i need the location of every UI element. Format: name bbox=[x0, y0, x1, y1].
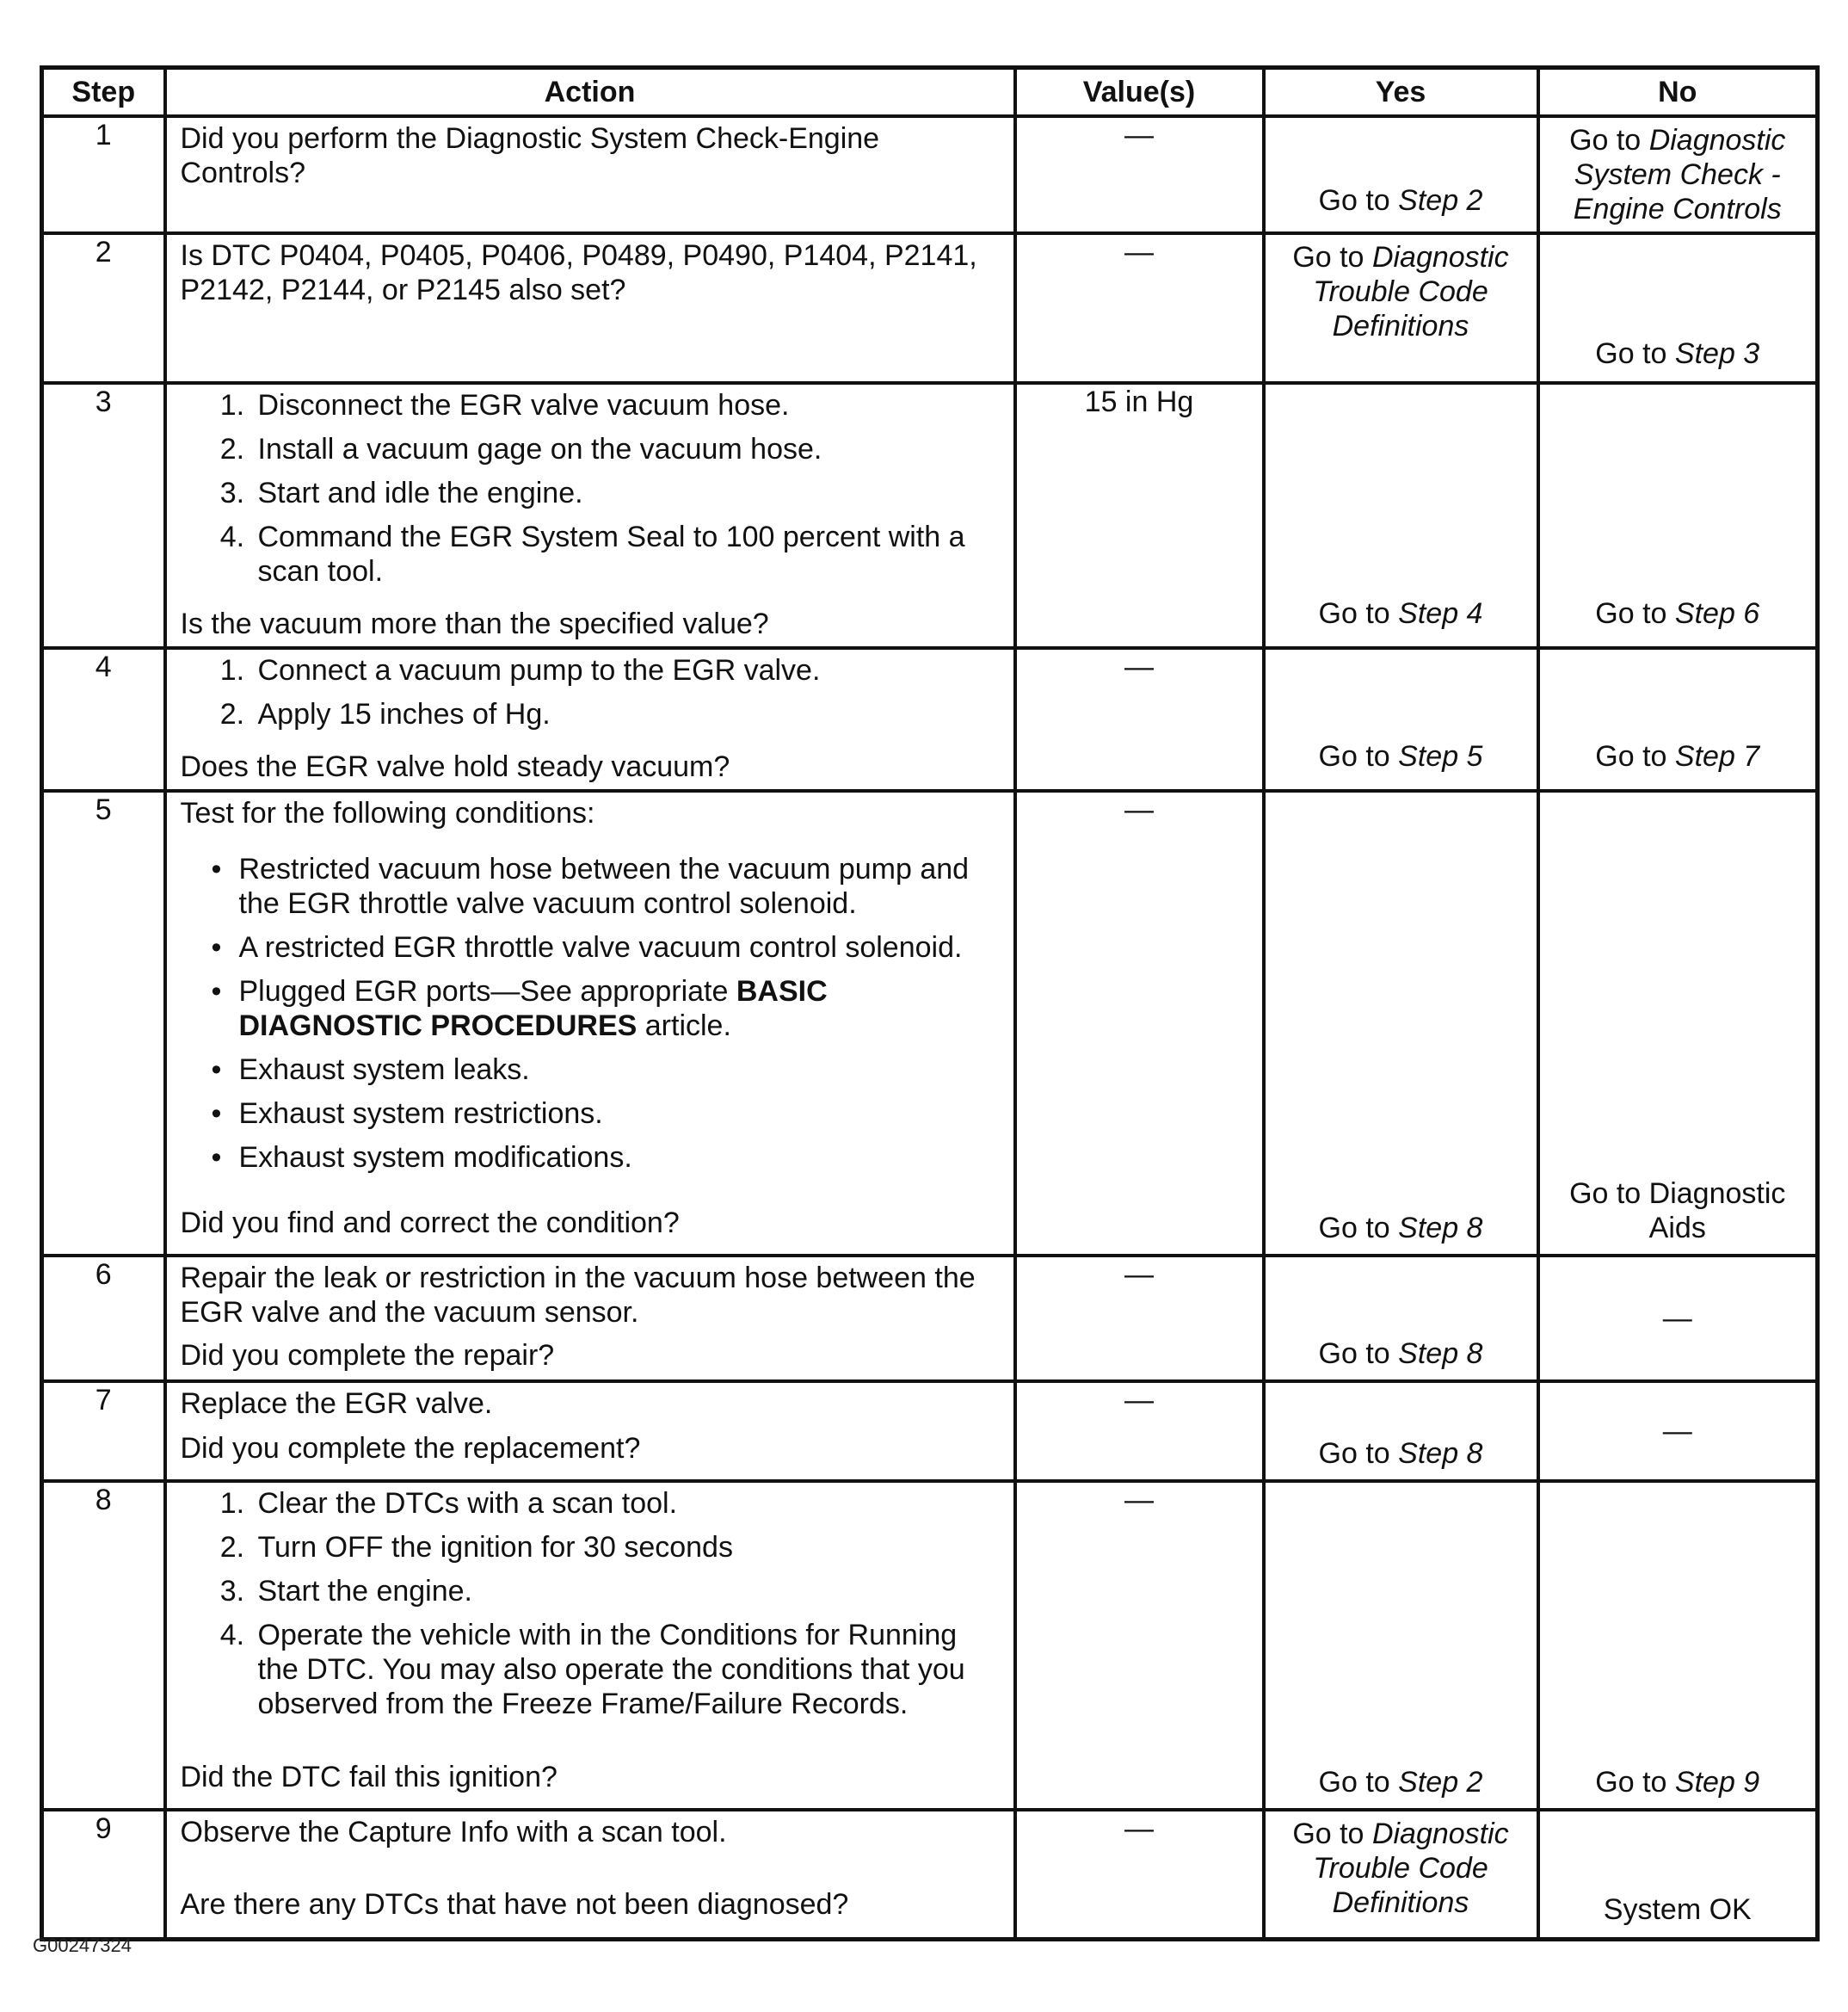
header-value: Value(s) bbox=[1015, 68, 1264, 117]
figure-id: G00247324 bbox=[33, 1935, 132, 1956]
yes-result bbox=[1279, 1483, 1523, 1805]
no-dash: — bbox=[1662, 1415, 1692, 1447]
condition-list bbox=[181, 852, 1000, 1184]
no-result bbox=[1554, 118, 1802, 231]
value-cell: — bbox=[1015, 1256, 1264, 1381]
step-number: 8 bbox=[42, 1481, 165, 1810]
yes-link[interactable] bbox=[1279, 1436, 1523, 1471]
action-cell bbox=[165, 1810, 1015, 1940]
action-step: 3. Start the engine. bbox=[253, 1574, 1000, 1608]
no-cell bbox=[1538, 233, 1818, 383]
diagnostic-table bbox=[40, 65, 1820, 1941]
yes-cell bbox=[1264, 1381, 1538, 1481]
yes-link[interactable] bbox=[1279, 739, 1523, 774]
yes-prefix: Go to bbox=[1318, 740, 1390, 773]
step-number: 9 bbox=[42, 1810, 165, 1940]
yes-link[interactable] bbox=[1279, 596, 1523, 631]
yes-link[interactable] bbox=[1279, 240, 1523, 343]
yes-result bbox=[1279, 235, 1523, 381]
action-text: Repair the leak or restriction in the vacuum hose between the EGR valve and the vacuum sensor. bbox=[180, 1262, 976, 1329]
action-step: 2. Install a vacuum gage on the vacuum hose. bbox=[253, 432, 1000, 466]
header-action: Action bbox=[165, 68, 1015, 117]
action-content bbox=[181, 1811, 1000, 1927]
condition-item: • Exhaust system restrictions. bbox=[239, 1096, 1000, 1131]
no-cell bbox=[1538, 791, 1818, 1256]
no-link[interactable] bbox=[1554, 336, 1802, 371]
action-step: 4. Command the EGR System Seal to 100 percent with a scan tool. bbox=[253, 520, 1000, 589]
yes-result bbox=[1279, 793, 1523, 1250]
table-row bbox=[42, 1381, 1818, 1481]
value-cell: — bbox=[1015, 233, 1264, 383]
step-number: 2 bbox=[42, 233, 165, 383]
action-cell bbox=[165, 233, 1015, 383]
no-result bbox=[1554, 385, 1802, 636]
action-intro: Test for the following conditions: bbox=[180, 797, 595, 830]
no-link[interactable] bbox=[1554, 1765, 1802, 1799]
yes-prefix: Go to bbox=[1292, 1818, 1364, 1850]
no-target: Step 6 bbox=[1674, 597, 1760, 630]
yes-result bbox=[1279, 1383, 1523, 1476]
action-step: 2. Apply 15 inches of Hg. bbox=[253, 697, 1000, 731]
action-text: Is DTC P0404, P0405, P0406, P0489, P0490, P1404, P2141, P2142, P2144, or P2145 also set? bbox=[180, 239, 977, 306]
yes-result bbox=[1279, 650, 1523, 779]
action-cell bbox=[165, 1381, 1015, 1481]
value-cell: — bbox=[1015, 1481, 1264, 1810]
yes-cell bbox=[1264, 1481, 1538, 1810]
action-text: Did you perform the Diagnostic System Check-Engine Controls? bbox=[180, 122, 880, 189]
value-cell: — bbox=[1015, 791, 1264, 1256]
yes-cell bbox=[1264, 1256, 1538, 1381]
yes-prefix: Go to bbox=[1318, 1437, 1390, 1470]
table-row bbox=[42, 648, 1818, 791]
action-text: Are there any DTCs that have not been diagnosed? bbox=[180, 1888, 849, 1921]
action-steps bbox=[181, 1486, 1000, 1731]
action-step: 1. Connect a vacuum pump to the EGR valve. bbox=[253, 653, 1000, 688]
action-question: Did you find and correct the condition? bbox=[180, 1207, 680, 1239]
header-yes: Yes bbox=[1264, 68, 1538, 117]
no-cell bbox=[1538, 1381, 1818, 1481]
action-cell bbox=[165, 1481, 1015, 1810]
action-question: Is the vacuum more than the specified value? bbox=[180, 608, 769, 640]
action-cell bbox=[165, 383, 1015, 648]
no-prefix: Go to bbox=[1595, 337, 1667, 370]
condition-item: • Restricted vacuum hose between the vacuum pump and the EGR throttle valve vacuum control solenoid. bbox=[239, 852, 1000, 921]
condition-item: • Exhaust system modifications. bbox=[239, 1140, 1000, 1175]
action-content bbox=[181, 118, 1000, 195]
no-target: Step 9 bbox=[1674, 1766, 1760, 1799]
yes-target: Step 4 bbox=[1398, 597, 1483, 630]
condition-item bbox=[239, 974, 1000, 1043]
action-question: Did the DTC fail this ignition? bbox=[180, 1761, 557, 1793]
yes-link[interactable] bbox=[1279, 183, 1523, 218]
no-result bbox=[1554, 235, 1802, 376]
yes-prefix: Go to bbox=[1318, 597, 1390, 630]
no-target: Step 7 bbox=[1674, 740, 1760, 773]
no-prefix: Go to bbox=[1595, 597, 1667, 630]
step-number: 7 bbox=[42, 1381, 165, 1481]
action-step: 1. Clear the DTCs with a scan tool. bbox=[253, 1486, 1000, 1521]
yes-target: Step 8 bbox=[1398, 1212, 1483, 1244]
no-dash: — bbox=[1662, 1302, 1692, 1335]
action-cell bbox=[165, 1256, 1015, 1381]
no-prefix: Go to bbox=[1595, 740, 1667, 773]
action-content bbox=[181, 235, 1000, 312]
action-step: 1. Disconnect the EGR valve vacuum hose. bbox=[253, 388, 1000, 423]
yes-target: Diagnostic Trouble Code Definitions bbox=[1313, 241, 1509, 343]
action-content bbox=[181, 385, 1000, 646]
yes-link[interactable] bbox=[1279, 1817, 1523, 1920]
action-content bbox=[181, 650, 1000, 789]
yes-target: Step 8 bbox=[1398, 1437, 1483, 1470]
yes-cell bbox=[1264, 648, 1538, 791]
action-content bbox=[181, 1383, 1000, 1471]
no-link[interactable] bbox=[1554, 123, 1802, 226]
no-target: Diagnostic System Check - Engine Controls bbox=[1573, 124, 1786, 225]
no-cell bbox=[1538, 1810, 1818, 1940]
value-cell: — bbox=[1015, 1810, 1264, 1940]
condition-item: • Exhaust system leaks. bbox=[239, 1052, 1000, 1087]
table-row bbox=[42, 1256, 1818, 1381]
step-number: 5 bbox=[42, 791, 165, 1256]
table-body bbox=[42, 116, 1818, 1940]
yes-cell bbox=[1264, 233, 1538, 383]
no-text: System OK bbox=[1603, 1893, 1752, 1926]
table-row bbox=[42, 116, 1818, 233]
no-link[interactable] bbox=[1554, 1892, 1802, 1927]
table-row bbox=[42, 791, 1818, 1256]
no-cell bbox=[1538, 648, 1818, 791]
yes-cell bbox=[1264, 791, 1538, 1256]
step-number: 4 bbox=[42, 648, 165, 791]
yes-prefix: Go to bbox=[1318, 1212, 1390, 1244]
action-cell bbox=[165, 116, 1015, 233]
yes-target: Step 8 bbox=[1398, 1337, 1483, 1370]
header-row bbox=[42, 68, 1818, 117]
no-text: Go to Diagnostic Aids bbox=[1569, 1177, 1786, 1244]
no-result bbox=[1554, 650, 1802, 779]
header-no: No bbox=[1538, 68, 1818, 117]
yes-target: Step 2 bbox=[1398, 184, 1483, 217]
yes-link[interactable] bbox=[1279, 1211, 1523, 1245]
no-prefix: Go to bbox=[1595, 1766, 1667, 1799]
action-cell bbox=[165, 648, 1015, 791]
action-question: Does the EGR valve hold steady vacuum? bbox=[180, 750, 730, 783]
no-result bbox=[1554, 1811, 1802, 1932]
yes-target: Step 2 bbox=[1398, 1766, 1483, 1799]
action-text: Observe the Capture Info with a scan tool. bbox=[180, 1816, 727, 1848]
table-row bbox=[42, 1810, 1818, 1940]
condition-item: • A restricted EGR throttle valve vacuum control solenoid. bbox=[239, 930, 1000, 965]
header-step: Step bbox=[42, 68, 165, 117]
basic-procedures-ref[interactable]: BASIC DIAGNOSTIC PROCEDURES bbox=[238, 975, 828, 1042]
yes-cell bbox=[1264, 116, 1538, 233]
no-result bbox=[1554, 793, 1802, 1250]
yes-prefix: Go to bbox=[1318, 184, 1390, 217]
no-prefix: Go to bbox=[1569, 124, 1642, 157]
yes-prefix: Go to bbox=[1318, 1766, 1390, 1799]
no-target: Step 3 bbox=[1674, 337, 1760, 370]
table-row bbox=[42, 233, 1818, 383]
value-cell: — bbox=[1015, 1381, 1264, 1481]
no-cell bbox=[1538, 116, 1818, 233]
yes-prefix: Go to bbox=[1318, 1337, 1390, 1370]
plugged-text: Plugged EGR ports—See appropriate bbox=[238, 975, 736, 1008]
value-cell: 15 in Hg bbox=[1015, 383, 1264, 648]
action-text: Replace the EGR valve. bbox=[180, 1387, 493, 1420]
step-number: 6 bbox=[42, 1256, 165, 1381]
table-row bbox=[42, 1481, 1818, 1810]
step-number: 3 bbox=[42, 383, 165, 648]
no-cell bbox=[1538, 383, 1818, 648]
yes-target: Diagnostic Trouble Code Definitions bbox=[1313, 1818, 1509, 1919]
action-content bbox=[181, 1483, 1000, 1799]
action-step: 4. Operate the vehicle with in the Conditions for Running the DTC. You may also operate the conditions that you observed from the Freeze Frame/Failure Records. bbox=[253, 1618, 1000, 1721]
yes-target: Step 5 bbox=[1398, 740, 1483, 773]
yes-result bbox=[1279, 385, 1523, 636]
yes-cell bbox=[1264, 383, 1538, 648]
action-step: 2. Turn OFF the ignition for 30 seconds bbox=[253, 1530, 1000, 1565]
yes-cell bbox=[1264, 1810, 1538, 1940]
action-content bbox=[181, 1257, 1000, 1378]
value-cell: — bbox=[1015, 116, 1264, 233]
yes-result bbox=[1279, 1811, 1523, 1937]
no-cell bbox=[1538, 1256, 1818, 1381]
yes-link[interactable] bbox=[1279, 1336, 1523, 1371]
yes-result bbox=[1279, 118, 1523, 223]
action-step: 3. Start and idle the engine. bbox=[253, 476, 1000, 510]
action-steps bbox=[181, 653, 1000, 741]
no-link[interactable] bbox=[1554, 1176, 1802, 1245]
yes-result bbox=[1279, 1257, 1523, 1376]
no-link[interactable] bbox=[1554, 739, 1802, 774]
plugged-suffix: article. bbox=[637, 1009, 731, 1042]
no-link[interactable] bbox=[1554, 596, 1802, 631]
action-content bbox=[181, 793, 1000, 1245]
no-result bbox=[1554, 1483, 1802, 1805]
table-row bbox=[42, 383, 1818, 648]
no-cell bbox=[1538, 1481, 1818, 1810]
action-question: Did you complete the replacement? bbox=[180, 1432, 641, 1465]
value-cell: — bbox=[1015, 648, 1264, 791]
yes-link[interactable] bbox=[1279, 1765, 1523, 1799]
step-number: 1 bbox=[42, 116, 165, 233]
yes-prefix: Go to bbox=[1292, 241, 1364, 274]
action-steps bbox=[181, 388, 1000, 598]
action-question: Did you complete the repair? bbox=[180, 1339, 555, 1372]
action-cell bbox=[165, 791, 1015, 1256]
